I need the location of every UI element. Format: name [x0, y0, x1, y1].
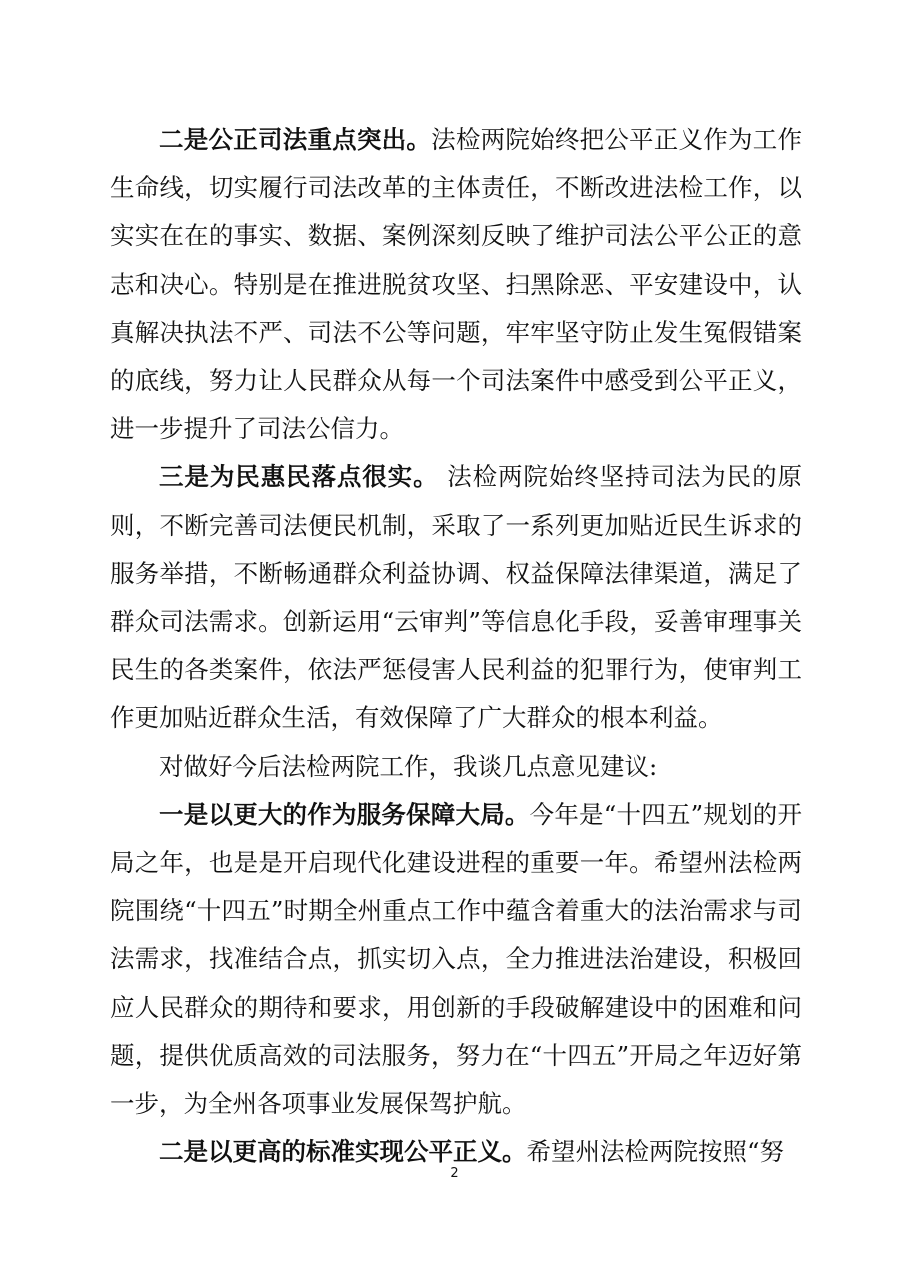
paragraph-heading: 二是以更高的标准实现公平正义。: [159, 1137, 527, 1167]
paragraph-suggestions-intro: [110, 743, 802, 791]
paragraph-serve-overall: [110, 791, 802, 1128]
page-number: 2: [450, 1166, 459, 1181]
paragraph-heading: 一是以更大的作为服务保障大局。: [159, 799, 530, 829]
paragraph-fair-justice: [110, 116, 802, 453]
paragraph-text: 希望州法检两院按照“努: [526, 1137, 785, 1167]
paragraph-text: 法检两院始终坚持司法为民的原则，不断完善司法便民机制，采取了一系列更加贴近民生诉求的服务举措，不断畅通群众利益协调、权益保障法律渠道，满足了群众司法需求。创新运用“云审判”等信息化手段，妥善审理事关民生的各类案件，依法严惩侵害人民利益的犯罪行为，使审判工作更加贴近群众生活，有效保障了广大群众的根本利益。: [110, 462, 803, 733]
paragraph-text: 今年是“十四五”规划的开局之年，也是是开启现代化建设进程的重要一年。希望州法检两院围绕“十四五”时期全州重点工作中蕴含着重大的法治需求与司法需求，找准结合点，抓实切入点，全力推进法治建设，积极回应人民群众的期待和要求，用创新的手段破解建设中的困难和问题，提供优质高效的司法服务，努力在“十四五”开局之年迈好第一步，为全州各项事业发展保驾护航。: [110, 799, 802, 1119]
paragraph-serve-people: [110, 453, 802, 742]
document-body: [110, 116, 802, 1176]
paragraph-heading: 二是公正司法重点突出。: [159, 125, 432, 154]
paragraph-heading: 三是为民惠民落点很实。: [159, 462, 439, 492]
paragraph-text: 法检两院始终把公平正义作为工作生命线，切实履行司法改革的主体责任，不断改进法检工作，以实实在在的事实、数据、案例深刻反映了维护司法公平公正的意志和决心。特别是在推进脱贫攻坚、扫黑除恶、平安建设中，认真解决执法不严、司法不公等问题，牢牢坚守防止发生冤假错案的底线，努力让人民群众从每一个司法案件中感受到公平正义，进一步提升了司法公信力。: [110, 125, 802, 444]
paragraph-text: 对做好今后法检两院工作，我谈几点意见建议:: [159, 751, 658, 781]
